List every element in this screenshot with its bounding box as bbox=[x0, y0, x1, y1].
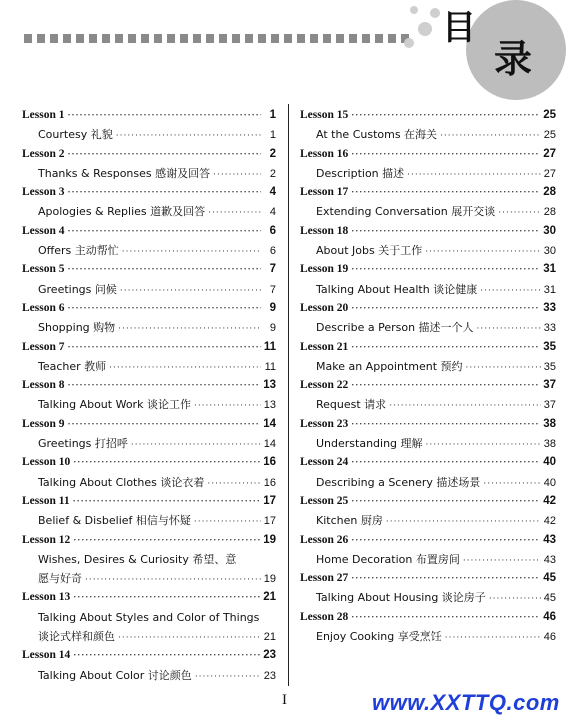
page-ref: 42 bbox=[543, 494, 556, 507]
page-number: I bbox=[282, 692, 287, 708]
topic-title: Describe a Person 描述一个人 bbox=[316, 321, 474, 335]
header-square bbox=[284, 34, 292, 43]
topic-title: Description 描述 bbox=[316, 166, 405, 180]
toc-lesson-entry[interactable] bbox=[300, 569, 556, 588]
lesson-title: Lesson 14 bbox=[22, 649, 71, 662]
dot-leader bbox=[351, 453, 540, 472]
header-square bbox=[180, 34, 188, 43]
header-square bbox=[336, 34, 344, 43]
header-square bbox=[271, 34, 279, 43]
page-ref: 40 bbox=[543, 476, 556, 489]
toc-topic-entry[interactable] bbox=[300, 164, 556, 183]
topic-title: Talking About Styles and Color of Things bbox=[38, 610, 260, 624]
toc-topic-entry[interactable] bbox=[300, 511, 556, 530]
header-square bbox=[310, 34, 318, 43]
toc-lesson-entry[interactable] bbox=[300, 338, 556, 357]
header-square bbox=[323, 34, 331, 43]
page-ref: 19 bbox=[263, 573, 276, 586]
topic-title: Belief & Disbelief 相信与怀疑 bbox=[38, 514, 191, 528]
header-square bbox=[362, 34, 370, 43]
dot-leader bbox=[445, 629, 541, 648]
topic-title: Greetings 问候 bbox=[38, 282, 117, 296]
toc-lesson-entry[interactable] bbox=[22, 531, 276, 550]
lesson-title: Lesson 13 bbox=[22, 591, 71, 604]
page-ref: 16 bbox=[263, 476, 276, 489]
toc-lesson-entry[interactable] bbox=[22, 415, 276, 434]
toc-lesson-entry[interactable] bbox=[300, 453, 556, 472]
toc-lesson-entry[interactable] bbox=[22, 588, 276, 607]
dot-leader bbox=[351, 531, 540, 550]
dot-leader bbox=[351, 106, 540, 125]
toc-lesson-entry[interactable] bbox=[300, 531, 556, 550]
dot-leader bbox=[195, 668, 261, 687]
page-ref: 4 bbox=[269, 186, 276, 199]
lesson-title: Lesson 5 bbox=[22, 263, 65, 276]
page-ref: 9 bbox=[269, 301, 276, 314]
page-ref: 16 bbox=[263, 456, 276, 469]
toc-topic-entry[interactable] bbox=[22, 164, 276, 183]
page-ref: 7 bbox=[269, 283, 276, 296]
lesson-title: Lesson 18 bbox=[300, 224, 349, 237]
topic-title: 谈论式样和颜色 bbox=[38, 630, 115, 644]
lesson-title: Lesson 27 bbox=[300, 572, 349, 585]
lesson-title: Lesson 22 bbox=[300, 379, 349, 392]
toc-lesson-entry[interactable] bbox=[22, 299, 276, 318]
toc-topic-entry[interactable] bbox=[22, 280, 276, 299]
dot-leader bbox=[68, 415, 261, 434]
toc-lesson-entry[interactable] bbox=[300, 106, 556, 125]
lesson-title: Lesson 26 bbox=[300, 533, 349, 546]
page-ref: 4 bbox=[269, 206, 276, 219]
topic-title: Make an Appointment 预约 bbox=[316, 359, 463, 373]
header-square bbox=[128, 34, 136, 43]
lesson-title: Lesson 19 bbox=[300, 263, 349, 276]
dot-leader bbox=[351, 145, 540, 164]
toc-topic-entry[interactable] bbox=[22, 627, 276, 646]
toc-topic-entry[interactable] bbox=[300, 434, 556, 453]
toc-lesson-entry[interactable] bbox=[300, 260, 556, 279]
dot-leader bbox=[351, 376, 540, 395]
dot-leader bbox=[351, 222, 540, 241]
page-ref: 14 bbox=[263, 417, 276, 430]
page-ref: 35 bbox=[543, 340, 556, 353]
topic-title: Enjoy Cooking 享受烹饪 bbox=[316, 630, 442, 644]
page-ref: 28 bbox=[543, 186, 556, 199]
lesson-title: Lesson 20 bbox=[300, 301, 349, 314]
page-title-char-1: 目 bbox=[442, 8, 476, 48]
topic-title: Thanks & Responses 感谢及回答 bbox=[38, 166, 211, 180]
topic-title: Apologies & Replies 道歉及回答 bbox=[38, 205, 206, 219]
dot-leader bbox=[73, 492, 261, 511]
topic-title: At the Customs 在海关 bbox=[316, 128, 438, 142]
toc-topic-entry[interactable] bbox=[22, 569, 276, 588]
lesson-title: Lesson 25 bbox=[300, 494, 349, 507]
lesson-title: Lesson 24 bbox=[300, 456, 349, 469]
toc-left-column bbox=[22, 106, 276, 685]
header-square bbox=[24, 34, 32, 43]
page-ref: 38 bbox=[543, 438, 556, 451]
header-square-strip bbox=[24, 34, 409, 43]
toc-lesson-entry[interactable] bbox=[300, 415, 556, 434]
topic-title: About Jobs 关于工作 bbox=[316, 244, 423, 258]
header-square bbox=[141, 34, 149, 43]
topic-title: Extending Conversation 展开交谈 bbox=[316, 205, 496, 219]
toc-topic-entry[interactable] bbox=[22, 608, 276, 627]
lesson-title: Lesson 17 bbox=[300, 186, 349, 199]
toc-lesson-entry[interactable] bbox=[300, 608, 556, 627]
topic-title: Wishes, Desires & Curiosity 希望、意 bbox=[38, 552, 237, 566]
lesson-title: Lesson 15 bbox=[300, 109, 349, 121]
lesson-title: Lesson 23 bbox=[300, 417, 349, 430]
header-square bbox=[193, 34, 201, 43]
topic-title: Shopping 购物 bbox=[38, 321, 116, 335]
page-ref: 17 bbox=[263, 494, 276, 507]
lesson-title: Lesson 3 bbox=[22, 186, 65, 199]
topic-title: Talking About Color 讨论颜色 bbox=[38, 668, 192, 682]
toc-topic-entry[interactable] bbox=[22, 395, 276, 414]
page-ref: 46 bbox=[543, 610, 556, 623]
page-ref: 25 bbox=[543, 129, 556, 142]
header-square bbox=[258, 34, 266, 43]
page-ref: 23 bbox=[263, 649, 276, 662]
header-square bbox=[349, 34, 357, 43]
page-ref: 6 bbox=[269, 224, 276, 237]
lesson-title: Lesson 1 bbox=[22, 109, 65, 121]
toc-topic-entry[interactable] bbox=[300, 588, 556, 607]
page-ref: 17 bbox=[263, 515, 276, 528]
toc-lesson-entry[interactable] bbox=[300, 145, 556, 164]
page-ref: 27 bbox=[543, 147, 556, 160]
header-square bbox=[102, 34, 110, 43]
topic-title: Talking About Clothes 谈论衣着 bbox=[38, 475, 205, 489]
page-ref: 19 bbox=[263, 533, 276, 546]
header-square bbox=[375, 34, 383, 43]
dot-leader bbox=[68, 260, 262, 279]
toc-right-column bbox=[300, 106, 556, 646]
toc-lesson-entry[interactable] bbox=[22, 453, 276, 472]
dot-leader bbox=[68, 106, 262, 125]
dot-leader bbox=[68, 222, 262, 241]
lesson-title: Lesson 2 bbox=[22, 147, 65, 160]
header-square bbox=[297, 34, 305, 43]
topic-title: Greetings 打招呼 bbox=[38, 437, 128, 451]
page-ref: 42 bbox=[543, 515, 556, 528]
toc-topic-entry[interactable] bbox=[22, 357, 276, 376]
lesson-title: Lesson 8 bbox=[22, 379, 65, 392]
lesson-title: Lesson 28 bbox=[300, 610, 349, 623]
header-square bbox=[63, 34, 71, 43]
page-ref: 43 bbox=[543, 553, 556, 566]
page-ref: 31 bbox=[543, 263, 556, 276]
page-ref: 2 bbox=[269, 147, 276, 160]
page-ref: 14 bbox=[263, 438, 276, 451]
page-ref: 35 bbox=[543, 360, 556, 373]
dot-leader bbox=[73, 646, 260, 665]
header-square bbox=[115, 34, 123, 43]
topic-title: Home Decoration 布置房间 bbox=[316, 552, 460, 566]
dot-leader bbox=[351, 338, 540, 357]
lesson-title: Lesson 6 bbox=[22, 301, 65, 314]
header-square bbox=[232, 34, 240, 43]
toc-lesson-entry[interactable] bbox=[22, 646, 276, 665]
dot-leader bbox=[73, 588, 260, 607]
page-ref: 13 bbox=[263, 379, 276, 392]
toc-lesson-entry[interactable] bbox=[22, 376, 276, 395]
page-ref: 31 bbox=[543, 283, 556, 296]
lesson-title: Lesson 4 bbox=[22, 224, 65, 237]
toc-topic-entry[interactable] bbox=[300, 395, 556, 414]
header-square bbox=[89, 34, 97, 43]
topic-title: Teacher 教师 bbox=[38, 359, 107, 373]
toc-topic-entry[interactable] bbox=[22, 511, 276, 530]
toc-topic-entry[interactable] bbox=[22, 550, 276, 569]
header-square bbox=[206, 34, 214, 43]
toc-lesson-entry[interactable] bbox=[300, 222, 556, 241]
toc-topic-entry[interactable] bbox=[300, 202, 556, 221]
topic-title: Kitchen 厨房 bbox=[316, 514, 383, 528]
lesson-title: Lesson 21 bbox=[300, 340, 349, 353]
topic-title: 愿与好奇 bbox=[38, 572, 82, 586]
page-header bbox=[0, 0, 569, 95]
dot-leader bbox=[351, 299, 540, 318]
topic-title: Talking About Work 谈论工作 bbox=[38, 398, 191, 412]
lesson-title: Lesson 9 bbox=[22, 417, 65, 430]
lesson-title: Lesson 7 bbox=[22, 340, 65, 353]
header-square bbox=[76, 34, 84, 43]
page-ref: 33 bbox=[543, 322, 556, 335]
toc-lesson-entry[interactable] bbox=[22, 492, 276, 511]
page-ref: 11 bbox=[263, 340, 276, 353]
toc-topic-entry[interactable] bbox=[22, 125, 276, 144]
page-ref: 7 bbox=[269, 263, 276, 276]
page-ref: 40 bbox=[543, 456, 556, 469]
lesson-title: Lesson 11 bbox=[22, 494, 70, 507]
toc-topic-entry[interactable] bbox=[22, 434, 276, 453]
page-ref: 45 bbox=[543, 592, 556, 605]
page-ref: 9 bbox=[269, 322, 276, 335]
page-ref: 25 bbox=[543, 109, 556, 121]
page-title-char-2: 录 bbox=[494, 36, 533, 81]
page-ref: 11 bbox=[264, 360, 276, 373]
toc-lesson-entry[interactable] bbox=[22, 106, 276, 125]
dot-leader bbox=[351, 260, 540, 279]
toc-topic-entry[interactable] bbox=[300, 318, 556, 337]
topic-title: Talking About Housing 谈论房子 bbox=[316, 591, 486, 605]
toc-topic-entry[interactable] bbox=[300, 125, 556, 144]
page-ref: 6 bbox=[269, 245, 276, 258]
dot-leader bbox=[68, 376, 261, 395]
toc-topic-entry[interactable] bbox=[300, 241, 556, 260]
header-square bbox=[37, 34, 45, 43]
dot-leader bbox=[351, 569, 540, 588]
lesson-title: Lesson 10 bbox=[22, 456, 71, 469]
toc-lesson-entry[interactable] bbox=[300, 492, 556, 511]
header-square bbox=[50, 34, 58, 43]
lesson-title: Lesson 16 bbox=[300, 147, 349, 160]
page-ref: 33 bbox=[543, 301, 556, 314]
toc-topic-entry[interactable] bbox=[300, 473, 556, 492]
toc-lesson-entry[interactable] bbox=[300, 299, 556, 318]
dot-leader bbox=[351, 492, 540, 511]
page-ref: 30 bbox=[543, 224, 556, 237]
header-square bbox=[219, 34, 227, 43]
toc-topic-entry[interactable] bbox=[22, 473, 276, 492]
dot-leader bbox=[68, 299, 262, 318]
toc-lesson-entry[interactable] bbox=[22, 260, 276, 279]
dot-leader bbox=[73, 531, 260, 550]
header-square bbox=[245, 34, 253, 43]
dot-leader bbox=[68, 338, 261, 357]
page-ref: 46 bbox=[543, 631, 556, 644]
page-ref: 23 bbox=[263, 669, 276, 682]
toc-topic-entry[interactable] bbox=[22, 241, 276, 260]
page-ref: 21 bbox=[263, 591, 276, 604]
topic-title: Request 请求 bbox=[316, 398, 387, 412]
toc-lesson-entry[interactable] bbox=[22, 338, 276, 357]
dot-leader bbox=[351, 415, 540, 434]
toc-topic-entry[interactable] bbox=[300, 280, 556, 299]
lesson-title: Lesson 12 bbox=[22, 533, 71, 546]
page-ref: 21 bbox=[263, 631, 276, 644]
topic-title: Understanding 理解 bbox=[316, 437, 423, 451]
column-divider bbox=[288, 104, 289, 686]
topic-title: Talking About Health 谈论健康 bbox=[316, 282, 478, 296]
dot-leader bbox=[351, 608, 540, 627]
toc-lesson-entry[interactable] bbox=[300, 183, 556, 202]
page-ref: 13 bbox=[263, 399, 276, 412]
topic-title: Courtesy 礼貌 bbox=[38, 128, 113, 142]
page-ref: 37 bbox=[543, 379, 556, 392]
toc-lesson-entry[interactable] bbox=[300, 376, 556, 395]
page-ref: 2 bbox=[269, 167, 276, 180]
page-ref: 1 bbox=[269, 129, 276, 142]
toc-topic-entry[interactable] bbox=[300, 357, 556, 376]
topic-title: Describing a Scenery 描述场景 bbox=[316, 475, 481, 489]
header-square bbox=[154, 34, 162, 43]
toc-lesson-entry[interactable] bbox=[22, 222, 276, 241]
page-ref: 38 bbox=[543, 417, 556, 430]
dot-leader bbox=[68, 145, 262, 164]
site-watermark: www.XXTTQ.com bbox=[372, 690, 560, 715]
toc-topic-entry[interactable] bbox=[22, 666, 276, 685]
page-ref: 28 bbox=[543, 206, 556, 219]
page-ref: 27 bbox=[543, 167, 556, 180]
page-ref: 1 bbox=[269, 109, 276, 121]
page-ref: 37 bbox=[543, 399, 556, 412]
toc-topic-entry[interactable] bbox=[300, 550, 556, 569]
dot-leader bbox=[73, 453, 260, 472]
toc-topic-entry[interactable] bbox=[22, 318, 276, 337]
page-ref: 30 bbox=[543, 245, 556, 258]
page-ref: 43 bbox=[543, 533, 556, 546]
page-ref: 45 bbox=[543, 572, 556, 585]
dot-leader bbox=[68, 183, 262, 202]
header-square bbox=[388, 34, 396, 43]
toc-lesson-entry[interactable] bbox=[22, 145, 276, 164]
dot-leader bbox=[351, 183, 540, 202]
toc-lesson-entry[interactable] bbox=[22, 183, 276, 202]
toc-topic-entry[interactable] bbox=[22, 202, 276, 221]
toc-topic-entry[interactable] bbox=[300, 627, 556, 646]
topic-title: Offers 主动帮忙 bbox=[38, 244, 119, 258]
header-square bbox=[167, 34, 175, 43]
